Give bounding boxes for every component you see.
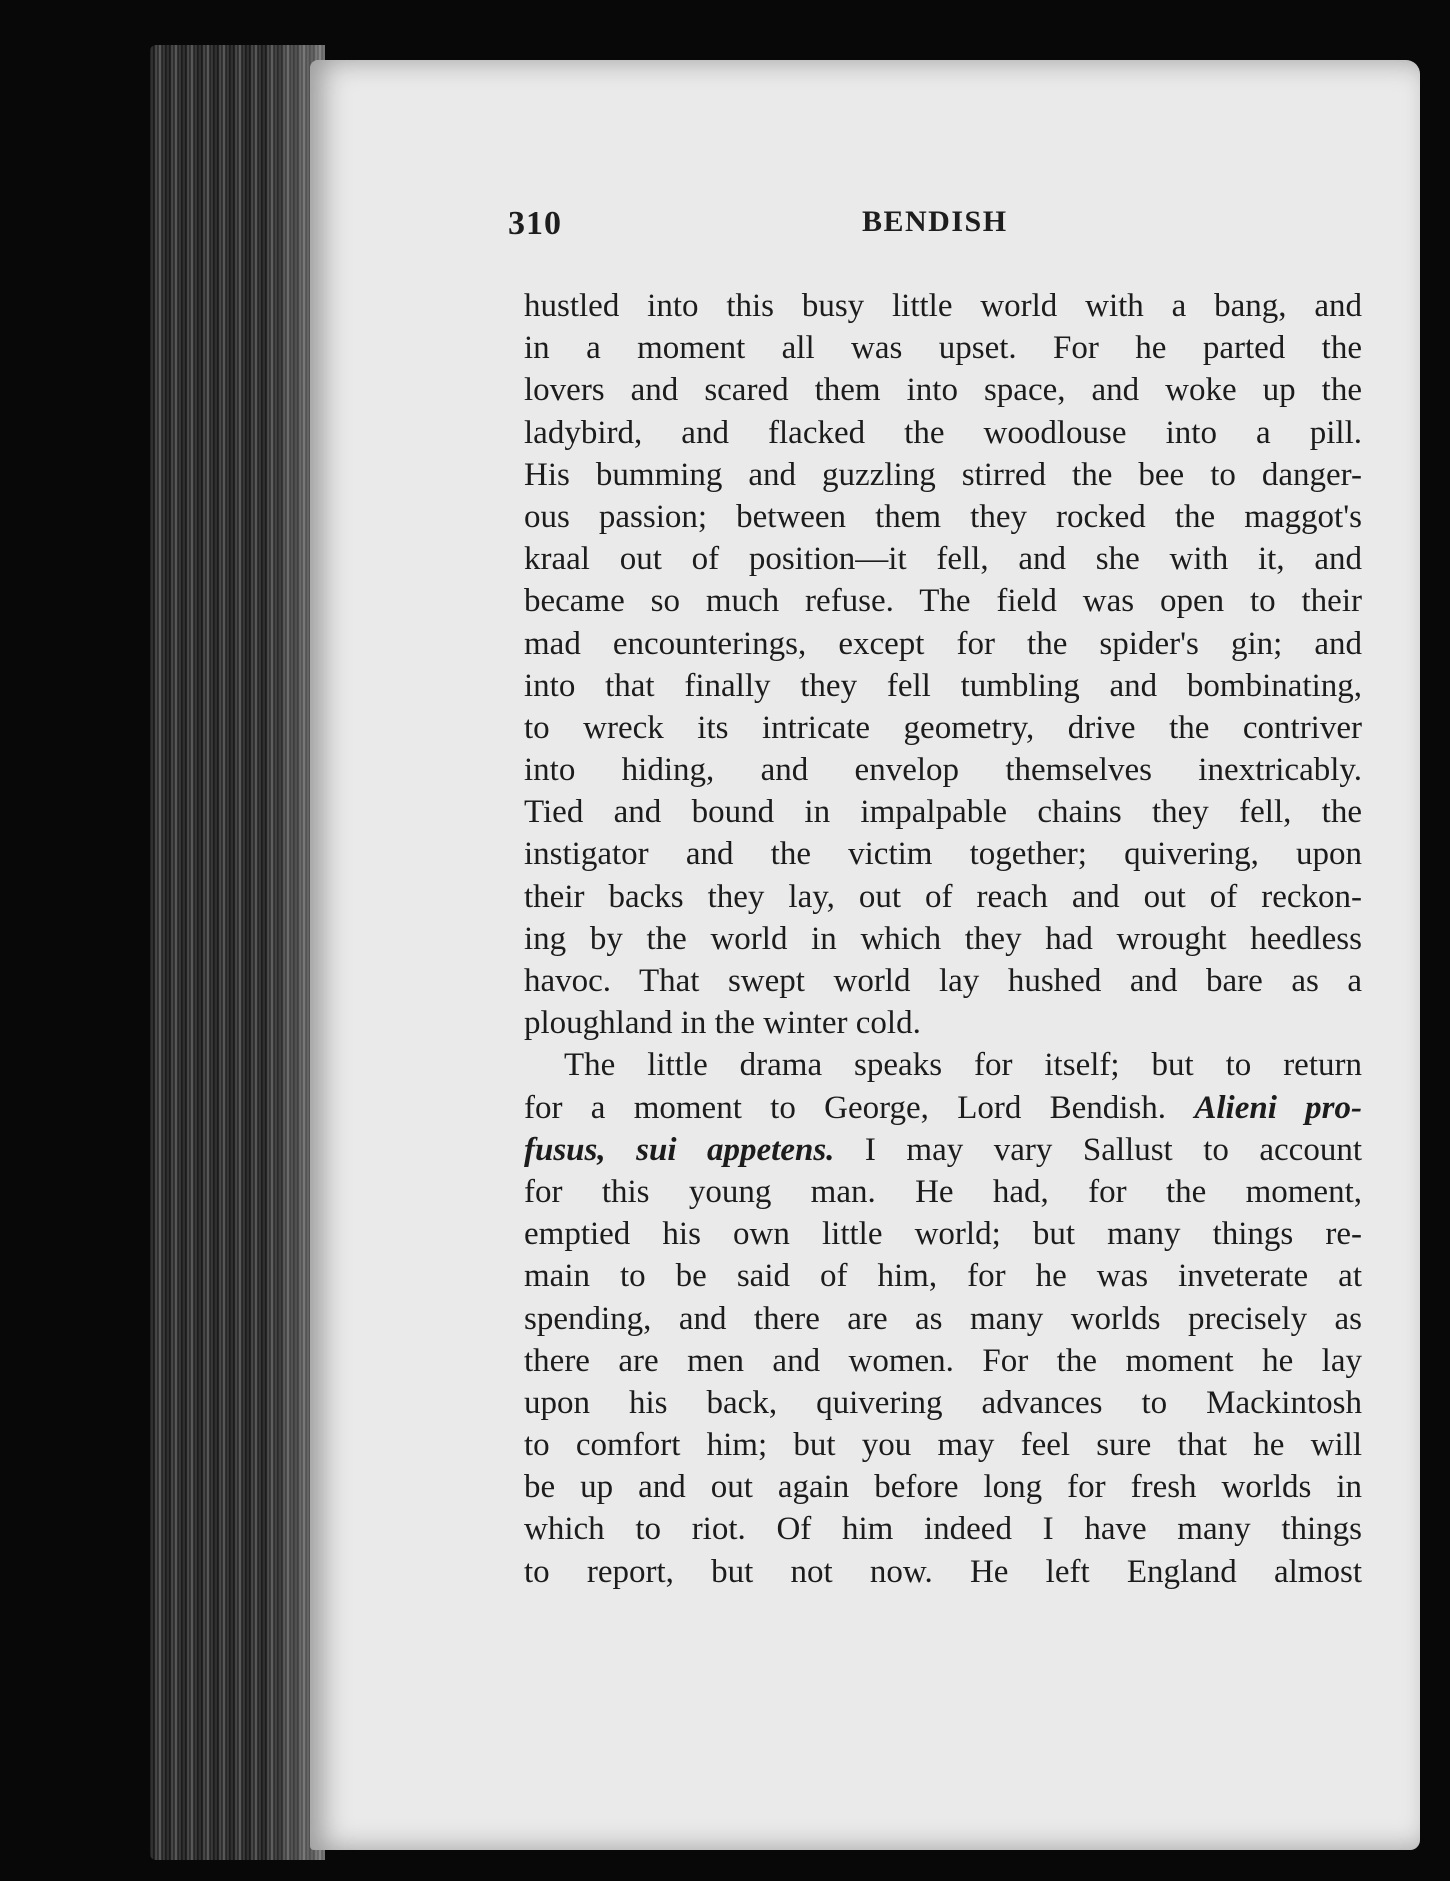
running-head xyxy=(508,205,1368,255)
text-segment: into hiding, and envelop themselves inextricably. xyxy=(524,752,1362,789)
text-segment: ous passion; between them they rocked the maggot's xyxy=(524,498,1362,535)
running-title: BENDISH xyxy=(862,205,1008,238)
text-line xyxy=(524,918,1362,960)
text-line xyxy=(524,1129,1362,1171)
text-line xyxy=(524,749,1362,791)
text-segment: instigator and the victim together; quivering, upon xyxy=(524,836,1362,873)
text-line xyxy=(524,1171,1362,1213)
text-segment: havoc. That swept world lay hushed and bare as a xyxy=(524,963,1362,999)
text-line xyxy=(524,665,1362,707)
text-line xyxy=(524,707,1362,749)
text-line xyxy=(524,412,1362,454)
text-segment: lovers and scared them into space, and woke up the xyxy=(524,372,1362,409)
text-segment: ing by the world in which they had wrought heedless xyxy=(524,920,1362,957)
text-segment: kraal out of position—it fell, and she with it, and xyxy=(524,541,1362,578)
text-line xyxy=(524,876,1362,918)
text-segment: to report, but not now. He left England almost xyxy=(524,1553,1362,1590)
text-segment: there are men and women. For the moment he lay xyxy=(524,1342,1362,1379)
text-line xyxy=(524,538,1362,580)
text-segment: main to be said of him, for he was inveterate at xyxy=(524,1258,1362,1295)
text-segment: emptied his own little world; but many things re- xyxy=(524,1216,1362,1253)
text-line xyxy=(524,1424,1362,1466)
text-segment: mad encounterings, except for the spider's gin; and xyxy=(524,625,1362,662)
text-line xyxy=(524,580,1362,622)
text-segment: became so much refuse. The field was open to their xyxy=(524,583,1362,620)
text-line xyxy=(524,1255,1362,1297)
text-line xyxy=(524,369,1362,411)
page-number: 310 xyxy=(508,205,562,242)
italic-phrase: Alieni pro- xyxy=(1194,1089,1363,1126)
text-segment: ploughland in the winter cold. xyxy=(524,1005,921,1042)
text-segment: to comfort him; but you may feel sure that he will xyxy=(524,1427,1362,1464)
text-segment: His bumming and guzzling stirred the bee to danger- xyxy=(524,456,1362,493)
text-segment: upon his back, quivering advances to Mackintosh xyxy=(524,1384,1362,1421)
text-segment: to wreck its intricate geometry, drive the contriver xyxy=(524,709,1362,746)
text-segment: their backs they lay, out of reach and out of reckon- xyxy=(524,878,1362,915)
text-line xyxy=(524,1551,1362,1593)
text-segment: which to riot. Of him indeed I have many things xyxy=(524,1511,1362,1548)
text-segment: for a moment to George, Lord Bendish. xyxy=(524,1089,1195,1126)
text-line xyxy=(524,1508,1362,1550)
text-line xyxy=(524,833,1362,875)
text-segment: spending, and there are as many worlds precisely as xyxy=(524,1300,1362,1337)
book-edge xyxy=(150,45,325,1860)
text-line xyxy=(524,496,1362,538)
text-segment: ladybird, and flacked the woodlouse into a pill. xyxy=(524,414,1362,451)
text-line xyxy=(524,1087,1362,1129)
text-line xyxy=(524,1382,1362,1424)
text-line xyxy=(524,1466,1362,1508)
text-segment: hustled into this busy little world with a bang, and xyxy=(524,288,1362,324)
text-segment: be up and out again before long for fresh worlds in xyxy=(524,1469,1362,1506)
text-line xyxy=(524,327,1362,369)
text-segment: The little drama speaks for itself; but to return xyxy=(564,1047,1362,1084)
text-line xyxy=(524,791,1362,833)
text-line xyxy=(524,1340,1362,1382)
text-line xyxy=(524,454,1362,496)
text-line xyxy=(524,1298,1362,1340)
text-line xyxy=(524,960,1362,1002)
text-segment: Tied and bound in impalpable chains they fell, the xyxy=(524,794,1362,831)
text-segment: I may vary Sallust to account xyxy=(834,1131,1362,1168)
text-segment: into that finally they fell tumbling and bombinating, xyxy=(524,667,1362,704)
text-line xyxy=(524,1044,1362,1086)
italic-phrase: fusus, sui appetens. xyxy=(524,1131,835,1168)
body-text xyxy=(524,285,1362,1593)
text-line xyxy=(524,1213,1362,1255)
text-line xyxy=(524,1002,1362,1044)
text-segment: for this young man. He had, for the moment, xyxy=(524,1173,1362,1210)
text-segment: in a moment all was upset. For he parted the xyxy=(524,330,1362,367)
text-line xyxy=(524,285,1362,327)
text-line xyxy=(524,623,1362,665)
